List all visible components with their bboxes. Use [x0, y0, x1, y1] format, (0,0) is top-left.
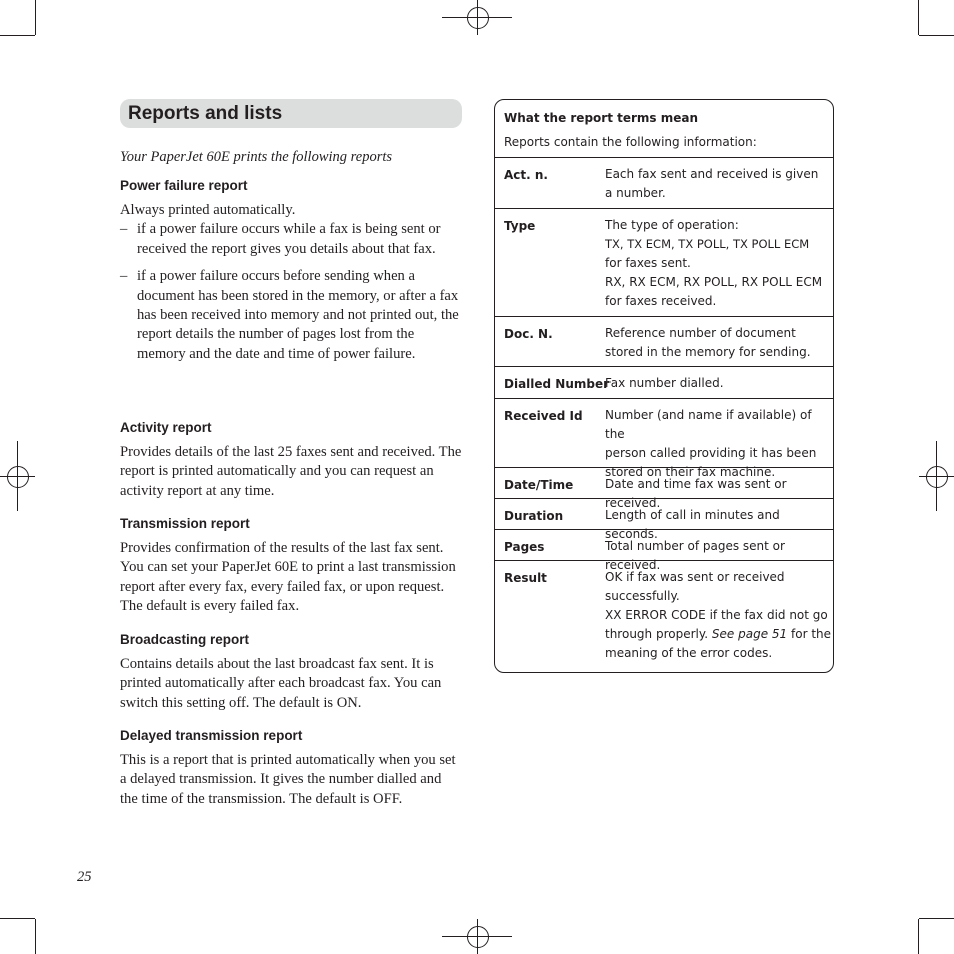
intro-text: Your PaperJet 60E prints the following reports — [120, 149, 393, 165]
registration-mark — [467, 7, 489, 29]
crop-mark — [918, 0, 919, 35]
term-row-received-id — [495, 399, 833, 479]
term-description — [605, 165, 831, 203]
terms-title: What the report terms mean — [504, 111, 699, 125]
power-failure-text: Always printed automatically. — [120, 202, 296, 218]
description-line: RX, RX ECM, RX POLL, RX POLL ECM — [605, 275, 823, 289]
registration-mark — [467, 926, 489, 948]
description-line: TX, TX ECM, TX POLL, TX POLL ECM — [605, 237, 810, 251]
description-line: stored on their fax machine. — [605, 465, 776, 479]
description-line: stored in the memory for sending. — [605, 345, 811, 359]
term-description — [605, 374, 831, 393]
description-line: The type of operation: — [605, 218, 739, 232]
transmission-section — [120, 516, 462, 617]
term-row-type — [495, 209, 833, 317]
activity-text: Provides details of the last 25 faxes sent and received. The report is printed automatically and you can request an activity report at any time. — [120, 444, 462, 499]
transmission-text: Provides confirmation of the results of the last fax sent. You can set your PaperJet 60E to print a last transmission report after every fax, every failed fax, or upon request. The default is every failed fax. — [120, 540, 456, 615]
section-title: Reports and lists — [120, 99, 462, 128]
registration-mark — [7, 466, 29, 488]
description-line — [605, 625, 831, 644]
term-row-date-time — [495, 468, 833, 510]
term-row-act-n — [495, 158, 833, 209]
term-row-doc-n — [495, 317, 833, 367]
bullet-text: if a power failure occurs while a fax is being sent or received the report gives you details about that fax. — [137, 221, 441, 257]
report-terms-box — [494, 99, 834, 673]
power-failure-section — [120, 178, 462, 364]
term-row-pages — [495, 530, 833, 572]
term-description — [605, 324, 831, 362]
description-line: Reference number of document — [605, 326, 796, 340]
page-number: 25 — [77, 869, 92, 885]
term-row-result — [495, 561, 833, 671]
description-line: Fax number dialled. — [605, 376, 724, 390]
crop-mark — [919, 35, 954, 36]
term-label: Act. n. — [504, 168, 548, 182]
description-line: Number (and name if available) of the — [605, 408, 812, 441]
description-line: a number. — [605, 186, 666, 200]
term-row-dialled-number — [495, 367, 833, 399]
activity-heading: Activity report — [120, 420, 212, 435]
description-line: OK if fax was sent or received — [605, 570, 785, 584]
term-label: Received Id — [504, 409, 583, 423]
term-label: Doc. N. — [504, 327, 553, 341]
page-reference: See page 51 — [711, 627, 788, 641]
description-line: for faxes sent. — [605, 256, 691, 270]
crop-mark — [0, 35, 35, 36]
bullet-dash: – — [120, 268, 128, 285]
description-text: for the — [791, 627, 832, 641]
delayed-heading: Delayed transmission report — [120, 728, 303, 743]
term-label: Duration — [504, 509, 564, 523]
description-line: successfully. — [605, 589, 680, 603]
broadcasting-section — [120, 632, 462, 713]
power-failure-heading: Power failure report — [120, 178, 248, 193]
description-line: XX ERROR CODE if the fax did not go — [605, 608, 828, 622]
description-line: for faxes received. — [605, 294, 717, 308]
term-label: Type — [504, 219, 536, 233]
broadcasting-heading: Broadcasting report — [120, 632, 250, 647]
crop-mark — [35, 0, 36, 35]
crop-mark — [919, 918, 954, 919]
term-label: Pages — [504, 540, 545, 554]
crop-mark — [0, 918, 35, 919]
term-description — [605, 216, 831, 311]
description-line: Total number of pages sent or received. — [605, 539, 785, 572]
description-line: person called providing it has been — [605, 446, 817, 460]
term-label: Dialled Number — [504, 377, 610, 391]
list-item — [120, 267, 462, 364]
activity-section — [120, 420, 462, 501]
term-label: Date/Time — [504, 478, 574, 492]
terms-subtitle: Reports contain the following information: — [504, 135, 757, 149]
delayed-section — [120, 728, 462, 809]
description-line: Date and time fax was sent or received. — [605, 477, 787, 510]
transmission-heading: Transmission report — [120, 516, 250, 531]
term-label: Result — [504, 571, 547, 585]
left-column — [120, 99, 462, 807]
term-description — [605, 568, 831, 663]
bullet-text: if a power failure occurs before sending when a document has been stored in the memory, or after a fax has been received into memory and not printed out, the report details the number of pages lost from the memory and the date and time of power failure. — [137, 268, 459, 362]
description-text: through properly. — [605, 627, 709, 641]
delayed-text: This is a report that is printed automatically when you set a delayed transmission. It gives the number dialled and the time of the transmission. The default is OFF. — [120, 752, 456, 807]
list-item — [120, 220, 462, 259]
description-line: Each fax sent and received is given — [605, 167, 819, 181]
description-line: meaning of the error codes. — [605, 646, 773, 660]
crop-mark — [918, 919, 919, 954]
bullet-dash: – — [120, 221, 128, 238]
term-row-duration — [495, 499, 833, 541]
broadcasting-text: Contains details about the last broadcast fax sent. It is printed automatically after each broadcast fax. You can switch this setting off. The default is ON. — [120, 656, 442, 711]
crop-mark — [35, 919, 36, 954]
terms-header — [495, 100, 833, 158]
registration-mark — [926, 466, 948, 488]
description-line: Length of call in minutes and seconds. — [605, 508, 780, 541]
